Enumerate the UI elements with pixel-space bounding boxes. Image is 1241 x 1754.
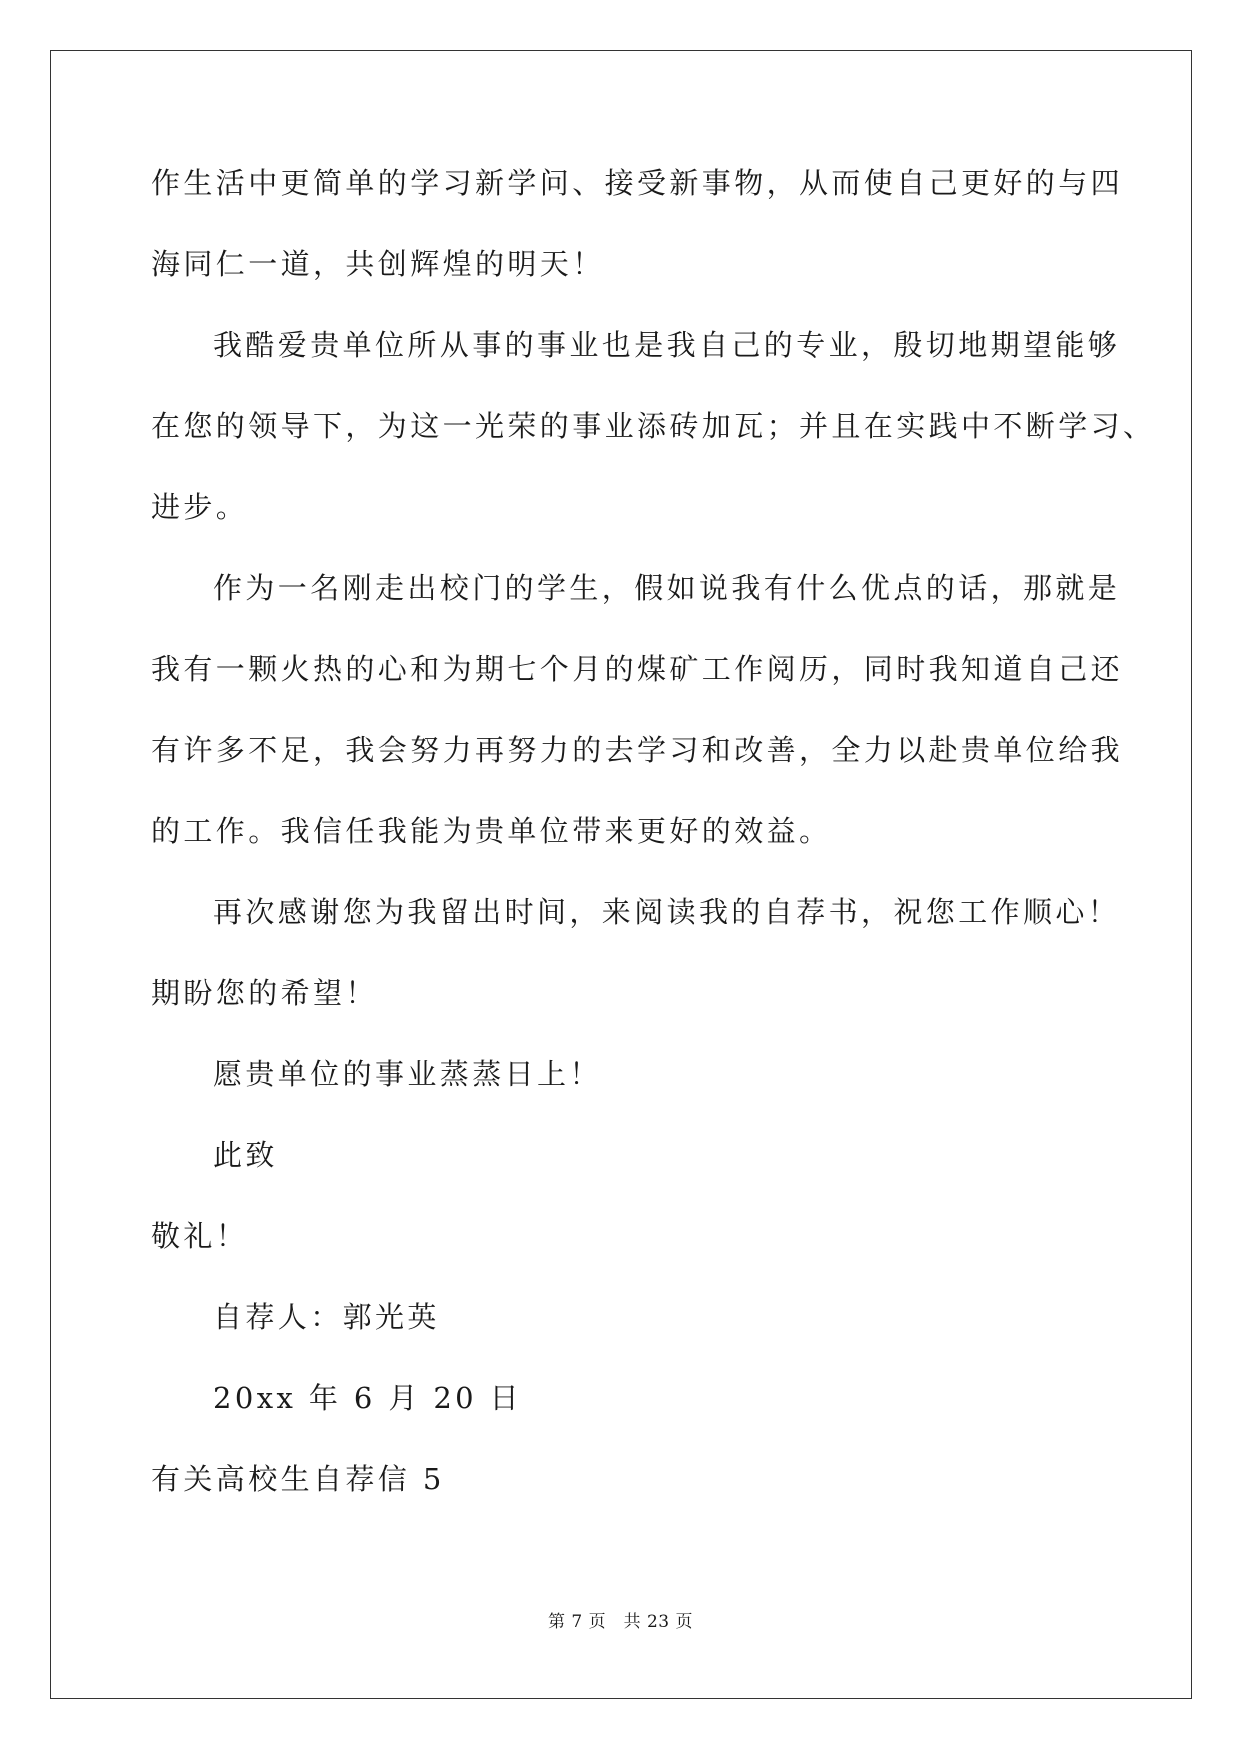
date-line: 20xx 年 6 月 20 日	[213, 1381, 523, 1415]
section-heading: 有关高校生自荐信 5	[151, 1462, 445, 1496]
paragraph-line: 海同仁一道，共创辉煌的明天！	[151, 247, 605, 281]
paragraph-line: 作生活中更简单的学习新学问、接受新事物，从而使自己更好的与四	[151, 166, 1124, 200]
page-footer: 第 7 页 共 23 页	[547, 1612, 694, 1632]
paragraph-line: 期盼您的希望！	[151, 976, 378, 1010]
closing-respect: 敬礼！	[151, 1219, 249, 1253]
paragraph-line: 在您的领导下，为这一光荣的事业添砖加瓦；并且在实践中不断学习、	[151, 409, 1156, 443]
paragraph-line: 我有一颗火热的心和为期七个月的煤矿工作阅历，同时我知道自己还	[151, 652, 1124, 686]
paragraph-line: 我酷爱贵单位所从事的事业也是我自己的专业，殷切地期望能够	[213, 328, 1121, 362]
signature-line: 自荐人：郭光英	[213, 1300, 440, 1334]
paragraph-line: 的工作。我信任我能为贵单位带来更好的效益。	[151, 814, 832, 848]
paragraph-line: 进步。	[151, 490, 249, 524]
closing-salutation: 此致	[213, 1138, 278, 1172]
paragraph-line: 作为一名刚走出校门的学生，假如说我有什么优点的话，那就是	[213, 571, 1121, 605]
paragraph-line: 有许多不足，我会努力再努力的去学习和改善，全力以赴贵单位给我	[151, 733, 1124, 767]
page-border	[50, 50, 1192, 1699]
paragraph-line: 再次感谢您为我留出时间，来阅读我的自荐书，祝您工作顺心！	[213, 895, 1121, 929]
paragraph-line: 愿贵单位的事业蒸蒸日上！	[213, 1057, 602, 1091]
